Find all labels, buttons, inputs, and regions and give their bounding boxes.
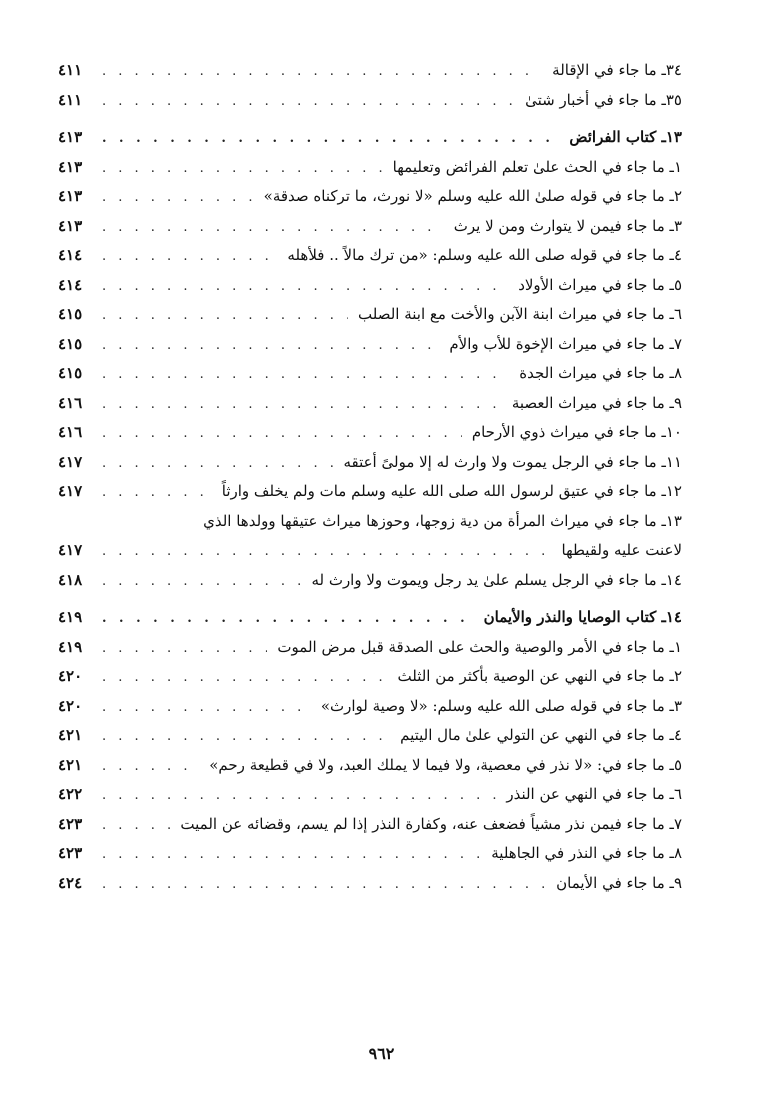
toc-entry-row xyxy=(58,810,682,840)
toc-entry-title: ١١ـ ما جاء في الرجل يموت ولا وارث له إلا مولىً أعتقه xyxy=(343,452,682,471)
dot-leader xyxy=(102,213,444,243)
toc-page-number: ٤١٧ xyxy=(58,452,83,471)
toc-page-number: ٤١٩ xyxy=(58,608,83,626)
toc-entry-title: ٧ـ ما جاء فيمن نذر مشياً فضعف عنه، وكفارة النذر إذا لم يسم، وقضائه عن الميت xyxy=(180,814,682,833)
toc-entry-row xyxy=(58,633,682,663)
dot-leader xyxy=(102,811,170,841)
toc-page-number: ٤١١ xyxy=(58,61,83,79)
dot-leader xyxy=(102,693,311,723)
dot-leader xyxy=(102,537,552,567)
dot-leader xyxy=(102,604,474,634)
toc-entry-row xyxy=(58,721,682,751)
toc-page-number: ٤٢١ xyxy=(58,755,83,774)
toc-entry-row xyxy=(58,780,682,810)
toc-page-number: ٤١١ xyxy=(58,90,83,109)
dot-leader xyxy=(102,360,509,390)
toc-entry-row xyxy=(58,182,682,212)
dot-leader xyxy=(102,781,496,811)
toc-entry-row xyxy=(58,536,682,566)
toc-page-number: ٤١٥ xyxy=(58,305,83,323)
dot-leader xyxy=(102,242,277,272)
toc-entry-row xyxy=(58,751,682,781)
toc-page-number: ٤٢٣ xyxy=(58,814,83,833)
toc-entry-title: ٦ـ ما جاء في ميراث ابنة الآبن والأخت مع ابنة الصلب xyxy=(358,305,682,323)
toc-page-number: ٤١٨ xyxy=(58,570,83,589)
toc-entry-title: ١٤ـ كتاب الوصايا والنذر والأيمان xyxy=(483,608,682,626)
dot-leader xyxy=(102,272,508,302)
toc-entry-title: ١ـ ما جاء في الأمر والوصية والحث على الصدقة قبل مرض الموت xyxy=(277,637,682,656)
dot-leader xyxy=(102,390,502,420)
toc-entry-row xyxy=(58,839,682,869)
toc-page-number: ٤١٦ xyxy=(58,423,83,441)
toc-page-number: ٤٢٠ xyxy=(58,696,83,715)
toc-page-number: ٤١٧ xyxy=(58,482,83,500)
toc-entry-row xyxy=(58,692,682,722)
dot-leader xyxy=(102,301,348,331)
dot-leader xyxy=(102,722,390,752)
toc-entry-title: ٣٥ـ ما جاء في أخبار شتىٰ xyxy=(525,90,682,109)
dot-leader xyxy=(102,419,462,449)
dot-leader xyxy=(102,663,388,693)
toc-entry-title: ٢ـ ما جاء في قوله صلىٰ الله عليه وسلم «لا نورث، ما تركناه صدقة» xyxy=(263,187,682,205)
toc-entry-row xyxy=(58,477,682,507)
toc-page-number: ٤٢٢ xyxy=(58,785,83,803)
dot-leader xyxy=(102,57,542,87)
toc-chapter-row xyxy=(58,603,682,633)
toc-page-number: ٤١٣ xyxy=(58,157,83,176)
toc-page-number: ٤١٩ xyxy=(58,637,83,656)
toc-entry-title: ٨ـ ما جاء في ميراث الجدة xyxy=(519,364,682,382)
toc-page-number: ٤١٣ xyxy=(58,187,83,205)
dot-leader xyxy=(102,154,383,184)
toc-entry-row xyxy=(58,153,682,183)
toc-entry-title: ١٣ـ كتاب الفرائض xyxy=(569,128,682,146)
toc-entry-title: ٣ـ ما جاء في قوله صلى الله عليه وسلم: «لا وصية لوارث» xyxy=(320,696,682,715)
toc-page-number: ٤٢١ xyxy=(58,726,83,744)
toc-entry-title: ٥ـ ما جاء في: «لا نذر في معصية، ولا فيما لا يملك العبد، ولا في قطيعة رحم» xyxy=(209,755,682,774)
toc-entry-title: ٣٤ـ ما جاء في الإقالة xyxy=(552,61,682,79)
toc-entry-row xyxy=(58,389,682,419)
toc-entry-row xyxy=(58,418,682,448)
toc-entry-title: ٣ـ ما جاء فيمن لا يتوارث ومن لا يرث xyxy=(453,216,682,235)
toc-entry-title: ٥ـ ما جاء في ميراث الأولاد xyxy=(518,275,682,294)
toc-entry-row xyxy=(58,86,682,116)
toc-entry-row xyxy=(58,448,682,478)
toc-entry-title: ٧ـ ما جاء في ميراث الإخوة للأب والأم xyxy=(449,334,682,353)
toc-page-number: ٤١٦ xyxy=(58,393,83,412)
toc-page-number: ٤٢٣ xyxy=(58,844,83,862)
dot-leader xyxy=(102,478,212,508)
toc-entry-row xyxy=(58,507,682,537)
toc-page-number: ٤١٤ xyxy=(58,275,83,294)
toc-entry-title: ١٠ـ ما جاء في ميراث ذوي الأرحام xyxy=(471,423,682,441)
dot-leader xyxy=(102,840,481,870)
toc-entry-row xyxy=(58,869,682,899)
toc-chapter-row xyxy=(58,123,682,153)
dot-leader xyxy=(102,124,559,154)
dot-leader xyxy=(102,331,439,361)
dot-leader xyxy=(102,634,267,664)
toc-entry-title: ١٤ـ ما جاء في الرجل يسلم علىٰ يد رجل ويموت ولا وارث له xyxy=(311,570,682,589)
toc-entry-row xyxy=(58,330,682,360)
toc-page-number: ٤١٣ xyxy=(58,128,83,146)
toc-page-number: ٤١٣ xyxy=(58,216,83,235)
table-of-contents xyxy=(58,56,682,898)
toc-page-number: ٤١٥ xyxy=(58,364,83,382)
toc-entry-title: ١ـ ما جاء في الحث علىٰ تعلم الفرائض وتعليمها xyxy=(392,157,682,176)
toc-entry-title: ٨ـ ما جاء في النذر في الجاهلية xyxy=(491,844,682,862)
page-number: ٩٦٢ xyxy=(368,1044,395,1063)
toc-page-number: ٤١٤ xyxy=(58,246,83,264)
toc-entry-row xyxy=(58,271,682,301)
toc-entry-row xyxy=(58,212,682,242)
toc-entry-title: ٤ـ ما جاء في قوله صلى الله عليه وسلم: «من ترك مالاً .. فلأهله xyxy=(287,246,682,264)
toc-entry-title: ٩ـ ما جاء في الأيمان xyxy=(556,873,682,892)
dot-leader xyxy=(102,183,254,213)
toc-entry-title: لاعنت عليه ولقيطها xyxy=(561,541,682,559)
dot-leader xyxy=(102,752,199,782)
toc-page-number: ٤١٧ xyxy=(58,541,83,559)
dot-leader xyxy=(102,449,333,479)
dot-leader xyxy=(102,87,515,117)
toc-entry-row xyxy=(58,300,682,330)
toc-entry-row xyxy=(58,56,682,86)
toc-entry-row xyxy=(58,662,682,692)
toc-page-number: ٤٢٠ xyxy=(58,667,83,685)
toc-entry-title: ٤ـ ما جاء في النهي عن التولي علىٰ مال اليتيم xyxy=(400,726,682,744)
toc-entry-row xyxy=(58,566,682,596)
toc-page-number: ٤٢٤ xyxy=(58,873,83,892)
toc-page-number: ٤١٥ xyxy=(58,334,83,353)
toc-entry-title: ٩ـ ما جاء في ميراث العصبة xyxy=(511,393,682,412)
dot-leader xyxy=(102,870,546,900)
toc-entry-title: ٦ـ ما جاء في النهي عن النذر xyxy=(506,785,682,803)
toc-entry-title: ٢ـ ما جاء في النهي عن الوصية بأكثر من الثلث xyxy=(397,667,682,685)
toc-entry-row xyxy=(58,241,682,271)
dot-leader xyxy=(102,567,301,597)
toc-entry-row xyxy=(58,359,682,389)
toc-entry-title: ١٣ـ ما جاء في ميراث المرأة من دية زوجها، وحوزها ميراث عتيقها وولدها الذي xyxy=(203,511,682,530)
toc-entry-title: ١٢ـ ما جاء في عتيق لرسول الله صلى الله عليه وسلم مات ولم يخلف وارثاً xyxy=(221,482,682,500)
